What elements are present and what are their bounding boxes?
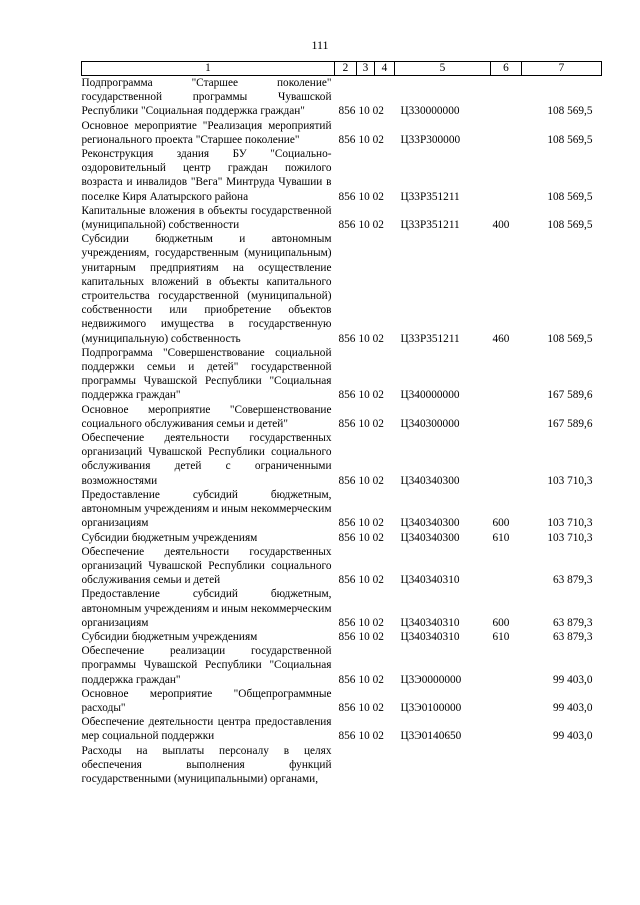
target-article-code: Ц33Р351211 <box>400 332 460 345</box>
expense-type-code <box>491 346 522 403</box>
target-article-code: Ц340340300 <box>400 517 460 530</box>
section-code: 10 02 <box>358 630 384 643</box>
amount: 103 710,3 <box>547 474 593 487</box>
section-code: 10 02 <box>358 730 384 743</box>
section-code: 10 02 <box>358 417 384 430</box>
expense-type-code: 460 <box>492 332 510 345</box>
expense-type-code: 610 <box>492 531 510 544</box>
target-article-code: Ц340340300 <box>400 531 460 544</box>
expense-type-code: 610 <box>492 630 510 643</box>
target-article-code: Ц340000000 <box>400 389 460 402</box>
amount: 108 569,5 <box>547 133 593 146</box>
amount: 63 879,3 <box>552 574 593 587</box>
table-row <box>82 587 602 630</box>
amount: 63 879,3 <box>552 630 593 643</box>
expense-type-code <box>491 744 522 787</box>
table-row <box>82 488 602 531</box>
item-name: Капитальные вложения в объекты государственной (муниципальной) собственности <box>81 204 332 232</box>
grbs-code: 856 <box>338 219 356 232</box>
page-number: 111 <box>311 38 329 52</box>
item-name: Подпрограмма "Старшее поколение" государственной программы Чувашской Республики "Социальная поддержка граждан" <box>81 77 332 118</box>
grbs-code: 856 <box>338 616 356 629</box>
section-code: 10 02 <box>358 190 384 203</box>
target-article-code <box>395 744 491 787</box>
amount: 108 569,5 <box>547 332 593 345</box>
section-code: 10 02 <box>358 219 384 232</box>
item-name: Обеспечение деятельности государственных организаций Чувашской Республики социального обслуживания семьи и детей <box>81 545 332 587</box>
table-row <box>82 403 602 431</box>
expense-type-code <box>491 119 522 147</box>
table-row <box>82 204 602 232</box>
table-header <box>82 62 602 76</box>
expense-type-code <box>491 76 522 119</box>
target-article-code: Ц33Р351211 <box>400 190 460 203</box>
grbs-code: 856 <box>338 701 356 714</box>
expense-type-code <box>491 644 522 687</box>
item-name: Обеспечение деятельности государственных организаций Чувашской Республики социального обслуживания детей с ограниченными возможностями <box>81 432 332 487</box>
amount: 99 403,0 <box>552 673 593 686</box>
target-article-code: Ц340300000 <box>400 417 460 430</box>
amount <box>522 744 602 787</box>
expense-type-code <box>491 431 522 488</box>
section-code <box>357 744 395 787</box>
grbs-code: 856 <box>338 389 356 402</box>
grbs-code: 856 <box>338 517 356 530</box>
amount: 108 569,5 <box>547 219 593 232</box>
table-row <box>82 630 602 644</box>
item-name: Субсидии бюджетным учреждениям <box>81 630 258 643</box>
amount: 167 589,6 <box>547 389 593 402</box>
item-name: Реконструкция здания БУ "Социально-оздоровительный центр граждан пожилого возраста и инвалидов "Вега" Минтруда Чувашии в поселке Киря Алатырского района <box>81 148 332 203</box>
expense-type-code: 600 <box>492 616 510 629</box>
item-name: Основное мероприятие "Реализация мероприятий регионального проекта "Старшее поколение" <box>81 119 332 146</box>
grbs-code: 856 <box>338 332 356 345</box>
target-article-code: Ц330000000 <box>400 105 460 118</box>
amount: 63 879,3 <box>552 616 593 629</box>
expense-type-code <box>491 147 522 204</box>
item-name: Подпрограмма "Совершенствование социальной поддержки семьи и детей" государственной программы Чувашской Республики "Социальная поддержка граждан" <box>81 346 332 402</box>
expense-type-code: 400 <box>492 219 510 232</box>
expense-type-code <box>491 715 522 743</box>
target-article-code: Ц340340310 <box>400 630 460 643</box>
header-col-3: 3 <box>357 62 375 76</box>
amount: 103 710,3 <box>547 531 593 544</box>
budget-table <box>81 61 602 786</box>
table-row <box>82 119 602 147</box>
amount: 108 569,5 <box>547 105 593 118</box>
item-name: Предоставление субсидий бюджетным, автономным учреждениям и иным некоммерческим организациям <box>81 488 332 530</box>
table-row <box>82 531 602 545</box>
target-article-code: Ц340340300 <box>400 474 460 487</box>
amount: 167 589,6 <box>547 417 593 430</box>
table-row <box>82 431 602 488</box>
item-name: Обеспечение деятельности центра предоставления мер социальной поддержки <box>81 716 332 743</box>
grbs-code: 856 <box>338 417 356 430</box>
expense-type-code: 600 <box>492 517 510 530</box>
expense-type-code <box>491 403 522 431</box>
table-row <box>82 147 602 204</box>
grbs-code: 856 <box>338 630 356 643</box>
item-name: Субсидии бюджетным и автономным учреждениям, государственным (муниципальным) унитарным предприятиям на осуществление капитальных вложений в объекты капитального строительства государственной (муниципальной) собственности или приобретение объектов недвижимого имущества в государственную (муниципальную) собственность <box>81 233 332 345</box>
target-article-code: Ц3Э0000000 <box>400 673 462 686</box>
table-row <box>82 76 602 119</box>
header-row <box>82 62 602 76</box>
amount: 99 403,0 <box>552 701 593 714</box>
header-col-7: 7 <box>522 62 602 76</box>
amount: 99 403,0 <box>552 730 593 743</box>
amount: 103 710,3 <box>547 517 593 530</box>
item-name: Предоставление субсидий бюджетным, автономным учреждениям и иным некоммерческим организациям <box>81 588 332 629</box>
table-row <box>82 744 602 787</box>
section-code: 10 02 <box>358 517 384 530</box>
table-row <box>82 687 602 715</box>
header-col-2: 2 <box>335 62 357 76</box>
grbs-code: 856 <box>338 531 356 544</box>
header-col-6: 6 <box>491 62 522 76</box>
table-row <box>82 715 602 743</box>
section-code: 10 02 <box>358 616 384 629</box>
expense-type-code <box>491 687 522 715</box>
section-code: 10 02 <box>358 389 384 402</box>
table-row <box>82 545 602 588</box>
grbs-code: 856 <box>338 730 356 743</box>
table-body <box>82 76 602 787</box>
target-article-code: Ц3Э0140650 <box>400 730 462 743</box>
item-name: Расходы на выплаты персоналу в целях обеспечения выполнения функций государственными (муниципальными) органами, <box>81 744 332 785</box>
grbs-code <box>335 744 357 787</box>
grbs-code: 856 <box>338 190 356 203</box>
target-article-code: Ц33Р351211 <box>400 219 460 232</box>
grbs-code: 856 <box>338 574 356 587</box>
section-code: 10 02 <box>358 673 384 686</box>
section-code: 10 02 <box>358 332 384 345</box>
grbs-code: 856 <box>338 673 356 686</box>
grbs-code: 856 <box>338 474 356 487</box>
expense-type-code <box>491 545 522 588</box>
target-article-code: Ц340340310 <box>400 574 460 587</box>
amount: 108 569,5 <box>547 190 593 203</box>
target-article-code: Ц33Р300000 <box>400 133 461 146</box>
table-row <box>82 232 602 346</box>
table-row <box>82 644 602 687</box>
section-code: 10 02 <box>358 474 384 487</box>
item-name: Субсидии бюджетным учреждениям <box>81 531 258 544</box>
section-code: 10 02 <box>358 574 384 587</box>
header-col-5: 5 <box>395 62 491 76</box>
table-row <box>82 346 602 403</box>
section-code: 10 02 <box>358 133 384 146</box>
item-name: Основное мероприятие "Общепрограммные расходы" <box>81 687 332 714</box>
target-article-code: Ц340340310 <box>400 616 460 629</box>
grbs-code: 856 <box>338 105 356 118</box>
section-code: 10 02 <box>358 105 384 118</box>
item-name: Основное мероприятие "Совершенствование социального обслуживания семьи и детей" <box>81 403 332 430</box>
grbs-code: 856 <box>338 133 356 146</box>
header-col-4: 4 <box>375 62 395 76</box>
header-col-1: 1 <box>82 62 335 76</box>
section-code: 10 02 <box>358 701 384 714</box>
item-name: Обеспечение реализации государственной программы Чувашской Республики "Социальная поддержка граждан" <box>81 645 332 686</box>
target-article-code: Ц3Э0100000 <box>400 701 462 714</box>
section-code: 10 02 <box>358 531 384 544</box>
